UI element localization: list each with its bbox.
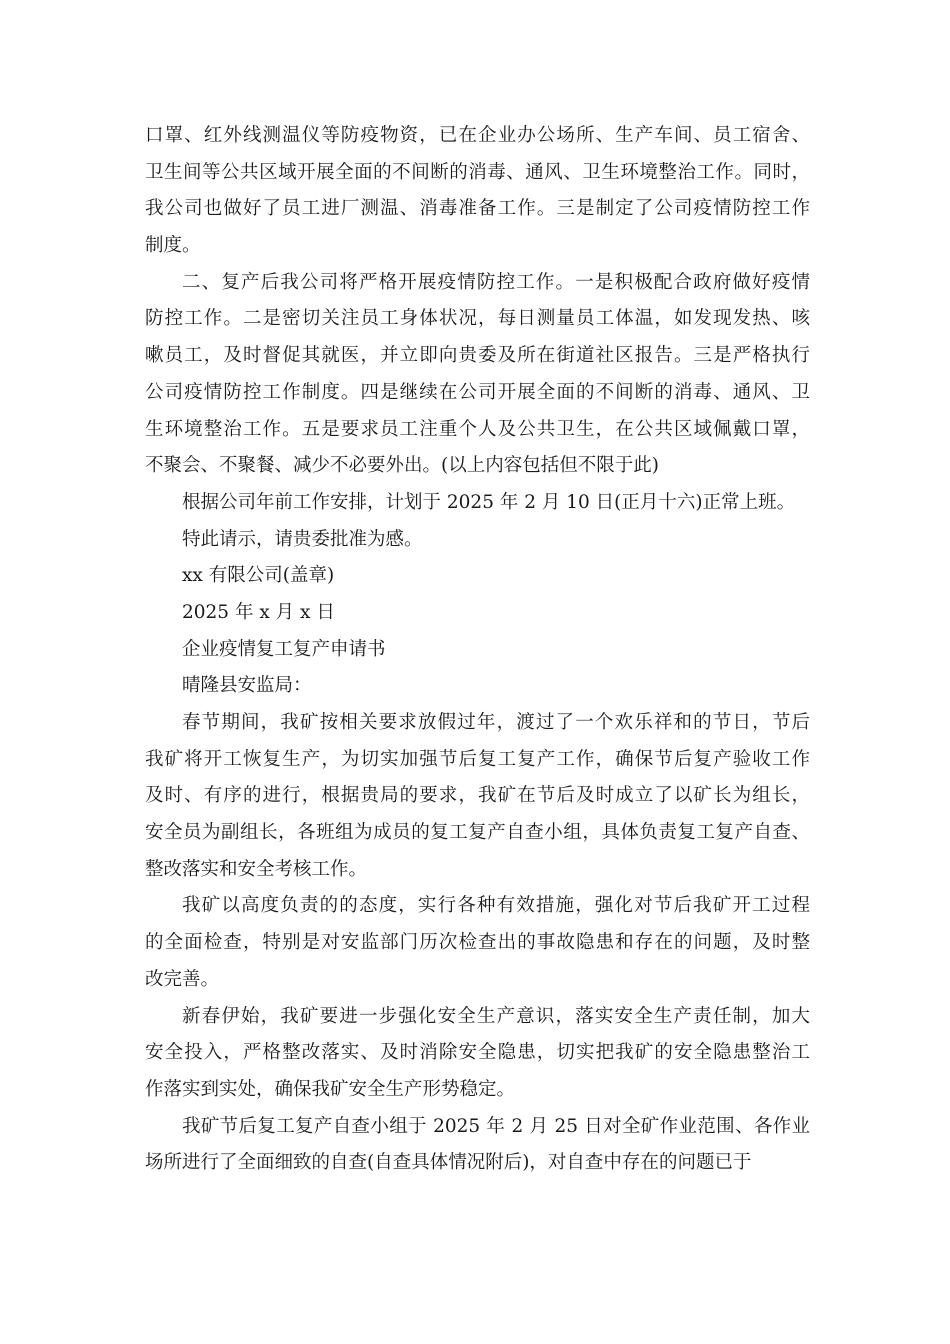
text-line: 防控工作。二是密切关注员工身体状况，每日测量员工体温，如发现发热、咳 bbox=[145, 308, 810, 330]
text-line: 口罩、红外线测温仪等防疫物资，已在企业办公场所、生产车间、员工宿舍、 bbox=[145, 125, 810, 146]
text-line: 作落实到实处，确保我矿安全生产形势稳定。 bbox=[145, 1078, 516, 1100]
text-line: 安全员为副组长，各班组为成员的复工复产自查小组，具体负责复工复产自查、 bbox=[145, 822, 810, 844]
text-line: 二、复产后我公司将严格开展疫情防控工作。一是积极配合政府做好疫情 bbox=[182, 271, 810, 293]
text-line: 的全面检查，特别是对安监部门历次检查出的事故隐患和存在的问题，及时整 bbox=[145, 932, 810, 954]
text-line: 嗽员工，及时督促其就医，并立即向贵委及所在街道社区报告。三是严格执行 bbox=[145, 345, 810, 367]
text-line: 我矿节后复工复产自查小组于 2025 年 2 月 25 日对全矿作业范围、各作业 bbox=[182, 1115, 810, 1137]
text-line: 公司疫情防控工作制度。四是继续在公司开展全面的不间断的消毒、通风、卫 bbox=[145, 381, 810, 403]
document-body bbox=[145, 118, 810, 1182]
text-line: 根据公司年前工作安排，计划于 2025 年 2 月 10 日(正月十六)正常上班。 bbox=[182, 491, 796, 513]
text-line: 生环境整治工作。五是要求员工注重个人及公共卫生，在公共区域佩戴口罩， bbox=[145, 418, 810, 440]
text-line: 我公司也做好了员工进厂测温、消毒准备工作。三是制定了公司疫情防控工作 bbox=[145, 198, 810, 220]
text-line: 晴隆县安监局： bbox=[182, 675, 312, 697]
text-line: 卫生间等公共区域开展全面的不间断的消毒、通风、卫生环境整治工作。同时， bbox=[145, 161, 810, 183]
text-line: 安全投入，严格整改落实、及时消除安全隐患，切实把我矿的安全隐患整治工 bbox=[145, 1042, 810, 1064]
text-line: 制度。 bbox=[145, 235, 201, 257]
text-line: 我矿将开工恢复生产，为切实加强节后复工复产工作，确保节后复产验收工作 bbox=[145, 748, 810, 770]
text-line: 改完善。 bbox=[145, 968, 220, 990]
text-line: 春节期间，我矿按相关要求放假过年，渡过了一个欢乐祥和的节日，节后 bbox=[182, 712, 810, 733]
text-line: 及时、有序的进行，根据贵局的要求，我矿在节后及时成立了以矿长为组长， bbox=[145, 785, 810, 807]
text-line: xx 有限公司(盖章) bbox=[182, 565, 335, 587]
text-line: 不聚会、不聚餐、减少不必要外出。(以上内容包括但不限于此) bbox=[145, 455, 659, 477]
text-line: 企业疫情复工复产申请书 bbox=[182, 638, 386, 660]
text-line: 整改落实和安全考核工作。 bbox=[145, 858, 368, 880]
text-line: 我矿以高度负责的的态度，实行各种有效措施，强化对节后我矿开工过程 bbox=[182, 895, 810, 917]
text-line: 特此请示，请贵委批准为感。 bbox=[182, 528, 423, 550]
text-line: 2025 年 x 月 x 日 bbox=[182, 601, 335, 623]
text-line: 新春伊始，我矿要进一步强化安全生产意识，落实安全生产责任制，加大 bbox=[182, 1005, 810, 1027]
text-line: 场所进行了全面细致的自查(自查具体情况附后)，对自查中存在的问题已于 bbox=[145, 1152, 752, 1174]
